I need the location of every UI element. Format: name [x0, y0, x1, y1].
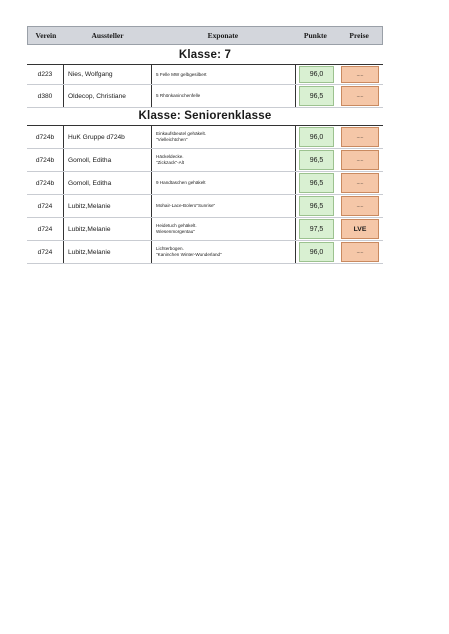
exponat-line: Einkaufsbeutel gehäkelt.: [156, 131, 207, 137]
exponat-line: "Vielleichtchen": [156, 137, 188, 142]
punkte-value: 97,5: [299, 219, 334, 239]
cell-exponate: [151, 65, 295, 84]
cell-verein: d724b: [35, 179, 55, 187]
section-rows: [27, 125, 383, 264]
preise-value: LVE: [341, 219, 379, 239]
header-preise: Preise: [349, 31, 369, 40]
cell-punkte: [295, 241, 337, 263]
cell-punkte: [295, 172, 337, 194]
punkte-value: 96,0: [299, 66, 334, 83]
cell-aussteller: Nies, Wolfgang: [63, 65, 151, 84]
preise-value: .....: [341, 196, 379, 216]
cell-aussteller: Lubitz,Melanie: [63, 218, 151, 240]
cell-exponate: [151, 85, 295, 107]
cell-aussteller: HuK Gruppe d724b: [63, 126, 151, 148]
exponat-line: 5 Felle MW gelbgesilbert: [156, 71, 207, 77]
cell-preise: [337, 149, 383, 171]
punkte-value: 96,5: [299, 196, 334, 216]
cell-preise: [337, 172, 383, 194]
cell-preise: [337, 195, 383, 217]
results-sheet: [27, 26, 383, 264]
punkte-value: 96,5: [299, 86, 334, 106]
cell-aussteller: Oldecop, Christiane: [63, 85, 151, 107]
cell-aussteller: Gomoll, Editha: [63, 172, 151, 194]
cell-punkte: [295, 126, 337, 148]
cell-exponate: [151, 149, 295, 171]
exponat-line: 5 Rhönkaninchenfelle: [156, 93, 201, 99]
cell-punkte: [295, 65, 337, 84]
cell-preise: [337, 241, 383, 263]
preise-value: .....: [341, 66, 379, 83]
exponat-line: Häckeldecke.: [156, 154, 184, 160]
preise-value: .....: [341, 127, 379, 147]
cell-punkte: [295, 195, 337, 217]
table-row: [27, 126, 383, 149]
exponat-line: Heidetuch gehäkelt.: [156, 223, 197, 229]
cell-exponate: [151, 241, 295, 263]
cell-punkte: [295, 218, 337, 240]
table-row: [27, 195, 383, 218]
table-row: [27, 85, 383, 108]
cell-verein: d724b: [35, 133, 55, 141]
table-header: [27, 26, 383, 45]
preise-value: .....: [341, 242, 379, 262]
table-row: [27, 149, 383, 172]
punkte-value: 96,0: [299, 127, 334, 147]
table-row: [27, 172, 383, 195]
table-row: [27, 241, 383, 264]
cell-aussteller: Gomoll, Editha: [63, 149, 151, 171]
preise-value: .....: [341, 173, 379, 193]
header-exponate: Exponate: [207, 31, 239, 40]
section-rows: [27, 64, 383, 108]
exponat-line: Lichterbogen.: [156, 246, 184, 252]
cell-preise: [337, 85, 383, 107]
exponat-line: "Zickzack"-Alt: [156, 160, 185, 165]
exponat-line: "Kaninchen Winter-Wunderland": [156, 252, 222, 257]
header-aussteller: Aussteller: [91, 31, 124, 40]
section-title: Klasse: Seniorenklasse: [138, 110, 272, 122]
cell-verein: d223: [37, 71, 53, 78]
cell-punkte: [295, 149, 337, 171]
cell-exponate: [151, 195, 295, 217]
cell-preise: [337, 218, 383, 240]
cell-exponate: [151, 218, 295, 240]
cell-punkte: [295, 85, 337, 107]
punkte-value: 96,5: [299, 173, 334, 193]
punkte-value: 96,5: [299, 150, 334, 170]
cell-exponate: [151, 126, 295, 148]
table-row: [27, 65, 383, 85]
cell-verein: d724: [37, 225, 53, 233]
cell-preise: [337, 126, 383, 148]
cell-verein: d724b: [35, 156, 55, 164]
preise-value: .....: [341, 150, 379, 170]
cell-preise: [337, 65, 383, 84]
cell-aussteller: Lubitz,Melanie: [63, 241, 151, 263]
header-punkte: Punkte: [303, 31, 327, 40]
cell-verein: d724: [37, 248, 53, 256]
punkte-value: 96,0: [299, 242, 334, 262]
preise-value: .....: [341, 86, 379, 106]
section-title: Klasse: 7: [178, 49, 232, 61]
cell-verein: d380: [37, 92, 53, 100]
cell-verein: d724: [37, 202, 53, 210]
exponat-line: Mohair-Lace-Bolero"Sunrise": [156, 203, 216, 209]
exponat-line: Wiesenmorgentau": [156, 229, 195, 234]
table-row: [27, 218, 383, 241]
cell-exponate: [151, 172, 295, 194]
header-verein: Verein: [35, 31, 57, 40]
cell-aussteller: Lubitz,Melanie: [63, 195, 151, 217]
exponat-line: 9 Handtaschen gehäkelt: [156, 180, 206, 186]
